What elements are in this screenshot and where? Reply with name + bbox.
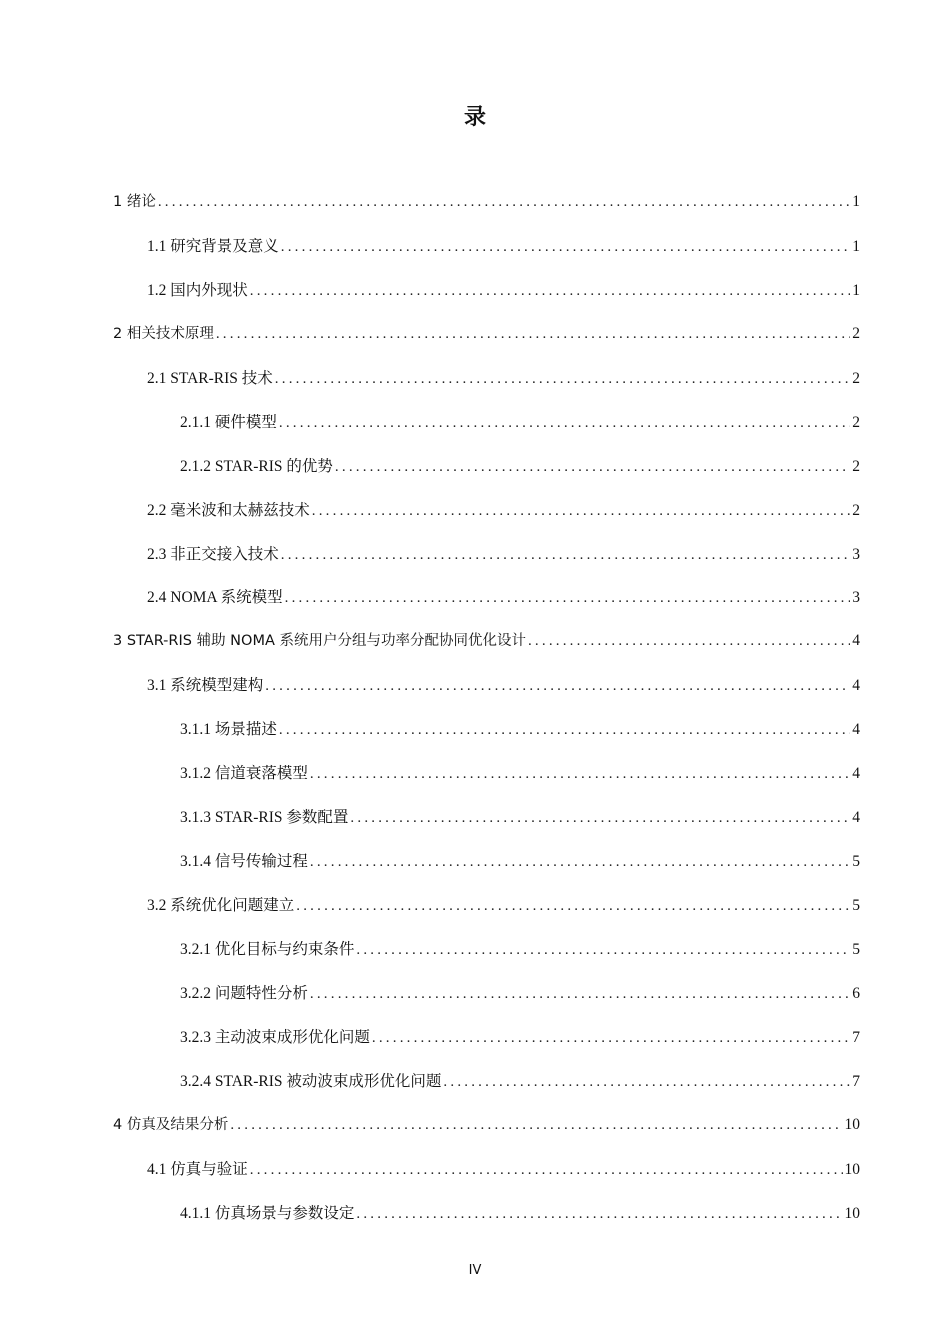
toc-entry-title: 3.2.3 主动波束成形优化问题 — [180, 1028, 370, 1046]
toc-entry-page-number: 4 — [852, 809, 860, 827]
toc-entry[interactable] — [113, 585, 860, 629]
toc-entry[interactable] — [113, 849, 860, 893]
toc-entry-page-number: 6 — [852, 984, 860, 1002]
toc-dot-leader — [230, 1117, 842, 1134]
toc-entry[interactable] — [113, 1201, 860, 1245]
toc-entry[interactable] — [113, 1113, 860, 1157]
toc-dot-leader — [281, 239, 850, 256]
toc-dot-leader — [356, 1206, 842, 1223]
toc-entry-page-number: 2 — [852, 457, 860, 475]
toc-entry-title: 2.1 STAR-RIS 技术 — [147, 369, 273, 387]
toc-dot-leader — [528, 633, 850, 650]
toc-dot-leader — [310, 854, 850, 871]
toc-entry[interactable] — [113, 1157, 860, 1201]
toc-entry[interactable] — [113, 673, 860, 717]
toc-dot-leader — [279, 415, 850, 432]
toc-dot-leader — [372, 1030, 850, 1047]
toc-entry-title: 3.2 系统优化问题建立 — [147, 897, 295, 914]
toc-entry-page-number: 10 — [844, 1115, 860, 1133]
toc-entry[interactable] — [113, 278, 860, 322]
toc-entry-title: 1.1 研究背景及意义 — [147, 237, 279, 255]
toc-dot-leader — [281, 547, 850, 564]
toc-entry-title: 3.1.1 场景描述 — [180, 721, 277, 739]
page-title: 录 — [463, 105, 486, 130]
toc-dot-leader — [250, 283, 850, 300]
toc-dot-leader — [312, 503, 850, 520]
toc-entry[interactable] — [113, 981, 860, 1025]
toc-entry[interactable] — [113, 629, 860, 673]
toc-entry-title: 2.1.1 硬件模型 — [180, 413, 277, 431]
toc-entry-title: 3.2.2 问题特性分析 — [180, 984, 308, 1002]
toc-entry-page-number: 2 — [852, 501, 860, 519]
toc-dot-leader — [275, 371, 850, 388]
toc-dot-leader — [443, 1074, 850, 1091]
toc-entry-title: 3.2.4 STAR-RIS 被动波束成形优化问题 — [180, 1072, 442, 1090]
toc-entry-title: 3.2.1 优化目标与约束条件 — [180, 940, 355, 958]
page-number-footer: IV — [468, 1263, 482, 1278]
toc-entry-title: 3.1 系统模型建构 — [147, 677, 264, 695]
toc-entry-page-number: 1 — [852, 193, 860, 210]
toc-entry[interactable] — [113, 937, 860, 981]
toc-entry-title: 3.1.4 信号传输过程 — [180, 853, 308, 871]
toc-entry-page-number: 3 — [852, 545, 860, 563]
toc-entry-title: 4.1 仿真与验证 — [147, 1160, 248, 1178]
toc-entry-title: 3.1.2 信道衰落模型 — [180, 765, 308, 783]
toc-entry-page-number: 2 — [852, 324, 860, 342]
toc-entry-page-number: 1 — [852, 237, 860, 255]
toc-dot-leader — [310, 986, 850, 1003]
toc-entry-page-number: 5 — [852, 853, 860, 871]
toc-entry-page-number: 7 — [852, 1028, 860, 1046]
toc-entry-page-number: 5 — [852, 897, 860, 914]
toc-dot-leader — [310, 766, 850, 783]
toc-dot-leader — [250, 1162, 843, 1179]
table-of-contents — [113, 190, 860, 1245]
toc-entry-title: 4.1.1 仿真场景与参数设定 — [180, 1204, 355, 1222]
toc-dot-leader — [216, 326, 850, 343]
toc-entry-title: 2.2 毫米波和太赫兹技术 — [147, 501, 310, 519]
toc-entry-page-number: 1 — [852, 281, 860, 299]
toc-entry-title: 1.2 国内外现状 — [147, 281, 248, 299]
toc-entry[interactable] — [113, 498, 860, 542]
toc-dot-leader — [285, 590, 851, 607]
toc-entry-title: 4 仿真及结果分析 — [113, 1116, 229, 1133]
toc-entry[interactable] — [113, 717, 860, 761]
toc-entry[interactable] — [113, 1025, 860, 1069]
toc-entry-page-number: 4 — [852, 632, 860, 650]
toc-entry-page-number: 10 — [844, 1204, 860, 1222]
toc-entry[interactable] — [113, 542, 860, 586]
toc-entry-page-number: 10 — [844, 1160, 860, 1178]
toc-entry[interactable] — [113, 1069, 860, 1113]
toc-entry-title: 3 STAR-RIS 辅助 NOMA 系统用户分组与功率分配协同优化设计 — [113, 633, 526, 650]
toc-entry[interactable] — [113, 366, 860, 410]
toc-entry-page-number: 2 — [852, 369, 860, 387]
toc-dot-leader — [158, 194, 850, 211]
toc-entry-title: 2.4 NOMA 系统模型 — [147, 589, 283, 607]
toc-entry[interactable] — [113, 805, 860, 849]
toc-dot-leader — [265, 678, 850, 695]
toc-entry-page-number: 2 — [852, 413, 860, 431]
toc-entry-page-number: 5 — [852, 940, 860, 958]
toc-entry-title: 2.1.2 STAR-RIS 的优势 — [180, 457, 333, 475]
toc-entry-title: 1 绪论 — [113, 194, 156, 210]
toc-dot-leader — [296, 898, 850, 915]
toc-entry-page-number: 7 — [852, 1072, 860, 1090]
toc-dot-leader — [356, 942, 850, 959]
toc-entry[interactable] — [113, 454, 860, 498]
toc-dot-leader — [279, 722, 850, 739]
toc-dot-leader — [335, 459, 850, 476]
toc-entry[interactable] — [113, 410, 860, 454]
toc-entry-page-number: 4 — [852, 765, 860, 783]
toc-entry[interactable] — [113, 190, 860, 234]
toc-entry-page-number: 3 — [852, 589, 860, 607]
toc-entry-title: 2.3 非正交接入技术 — [147, 545, 279, 563]
toc-entry-title: 3.1.3 STAR-RIS 参数配置 — [180, 809, 349, 827]
toc-entry[interactable] — [113, 322, 860, 366]
toc-entry[interactable] — [113, 234, 860, 278]
toc-entry-title: 2 相关技术原理 — [113, 325, 214, 342]
toc-dot-leader — [350, 810, 850, 827]
toc-entry[interactable] — [113, 761, 860, 805]
toc-entry-page-number: 4 — [852, 721, 860, 739]
toc-entry[interactable] — [113, 893, 860, 937]
toc-entry-page-number: 4 — [852, 677, 860, 695]
